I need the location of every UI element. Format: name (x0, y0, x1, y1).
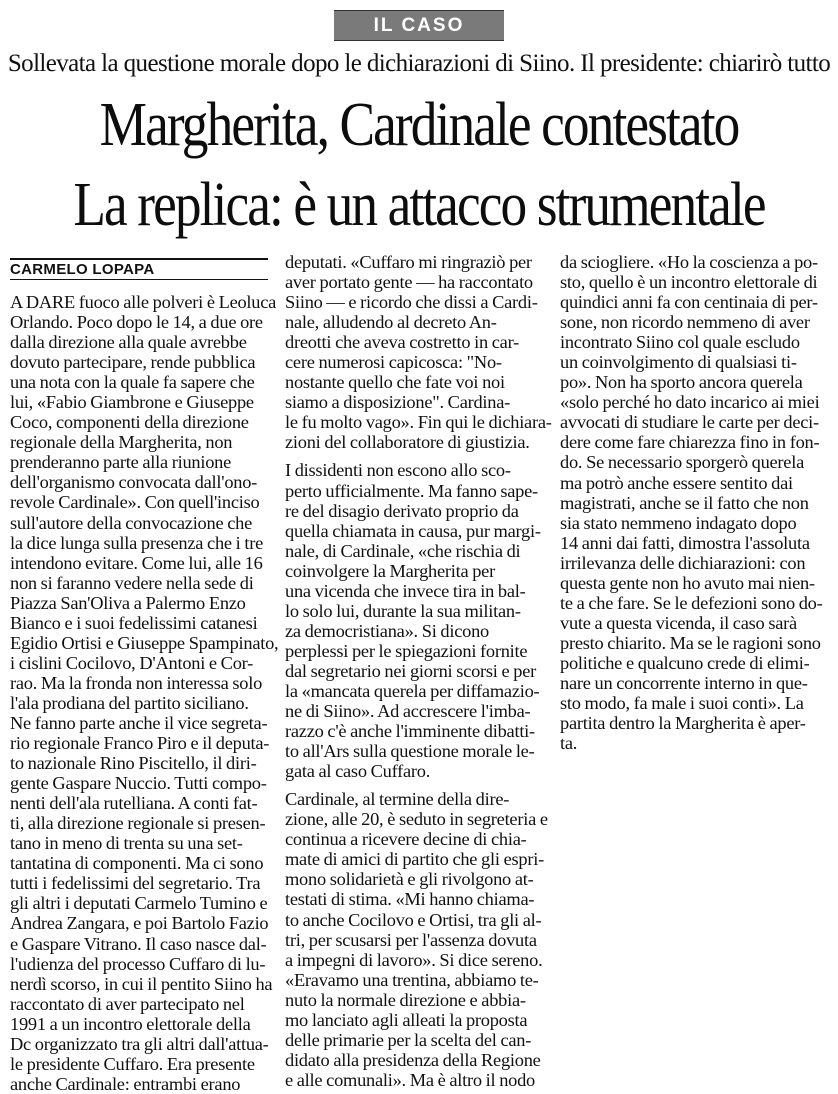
kicker-wrapper (0, 10, 838, 41)
article-text-line: quella chiamata in causa, pur margi- (285, 520, 541, 541)
article-text-line: regionale della Margherita, non (10, 432, 233, 453)
paragraph-gap (285, 781, 553, 789)
article-text-line: rao. Ma la fronda non interessa solo (10, 672, 263, 693)
article-text-line: ti, alla direzione regionale si presen- (10, 813, 266, 834)
article-text-line: una nota con la quale fa sapere che (10, 372, 255, 393)
article-text-line: vute a questa vicenda, il caso sarà (560, 612, 797, 633)
article-text-line: nenti dell'ala rutelliana. A conti fat- (10, 793, 258, 814)
article-text-line: le fu molto vago». Fin qui le dichiara- (285, 412, 552, 433)
article-text-line: da sciogliere. «Ho la coscienza a po- (560, 252, 818, 272)
article-column-2 (285, 252, 553, 1090)
article-text-line: dell'organismo convocata dall'ono- (10, 472, 258, 493)
article-text-line: l'udienza del processo Cuffaro di lu- (10, 953, 266, 974)
article-text-line: nuto la normale direzione e abbia- (285, 989, 526, 1010)
article-text-line: magistrati, anche se il fatto che non (560, 492, 809, 513)
article-text-line: la dice lunga sulla presenza che i tre (10, 532, 264, 553)
article-text-line: Siino — e ricordo che dissi a Cardi- (285, 292, 538, 313)
headline-line-2: La replica: è un attacco strumentale (73, 171, 765, 239)
article-text-line: nare un concorrente interno in que- (560, 672, 808, 693)
article-text-line: 1991 a un incontro elettorale della (10, 1013, 251, 1034)
article-text-line: to all'Ars sulla questione morale le- (285, 741, 535, 762)
article-text-line: dalla direzione alla quale avrebbe (10, 332, 247, 353)
paragraph-gap (285, 452, 553, 460)
article-text-line: gente Gaspare Nuccio. Tutti compo- (10, 773, 267, 794)
article-text-line: A DARE fuoco alle polveri è Leoluca (10, 292, 277, 312)
article-text-line: Coco, componenti della direzione (10, 412, 249, 433)
article-text-line: «Eravamo una trentina, abbiamo te- (285, 969, 539, 990)
article-text-line: ta. (560, 733, 578, 754)
article-text-line: tano in meno di trenta su una set- (10, 833, 243, 854)
article-text-line: dovuto partecipare, rende pubblica (10, 352, 256, 373)
section-kicker: IL CASO (334, 10, 505, 41)
article-text-line: gli altri i deputati Carmelo Tumino e (10, 893, 268, 914)
article-text-line: deputati. «Cuffaro mi ringraziò per (285, 252, 532, 272)
article-text-line: to nazionale Rino Piscitello, il diri- (10, 753, 257, 774)
article-text-line: perplessi per le spiegazioni fornite (285, 640, 528, 661)
article-text-line: ma potrò anche essere sentito dai (560, 472, 793, 493)
article-text-line: didato alla presidenza della Regione (285, 1049, 541, 1070)
article-text-line: raccontato di aver partecipato nel (10, 993, 245, 1014)
article-text-line: sto modo, fa male i suoi conti». La (560, 693, 804, 714)
headline-line-1: Margherita, Cardinale contestato (99, 91, 739, 159)
article-text-line: nale, di Cardinale, «che rischia di (285, 540, 521, 561)
article-text-line: Ne fanno parte anche il vice segreta- (10, 712, 268, 733)
article-text-line: sone, non ricordo nemmeno di aver (560, 312, 810, 333)
article-text-line: avvocati di studiare le carte per deci- (560, 412, 819, 433)
article-text-line: i cislini Cocilovo, D'Antoni e Cor- (10, 652, 254, 673)
article-text-line: re del disagio derivato proprio da (285, 500, 519, 521)
subheadline: Sollevata la questione morale dopo le dichiarazioni di Siino. Il presidente: chiarirò tutto (7, 50, 831, 77)
article-text-line: coinvolgere la Margherita per (285, 560, 495, 581)
article-text-line: revole Cardinale». Con quell'inciso (10, 492, 260, 513)
article-text-line: razzo c'è anche l'imminente dibatti- (285, 721, 535, 742)
article-text-line: mo lanciato agli alleati la proposta (285, 1009, 528, 1030)
article-text-line: partita dentro la Margherita è aper- (560, 713, 806, 734)
article-text-line: e alle comunali». Ma è altro il nodo (285, 1069, 535, 1090)
article-text-line: presto chiarito. Ma se le ragioni sono (560, 632, 821, 653)
article-text-line: tantatina di componenti. Ma ci sono (10, 853, 264, 874)
article-text-line: do. Se necessario sporgerò querela (560, 452, 804, 473)
article-text-line: Egidio Ortisi e Giuseppe Spampinato, (10, 632, 279, 653)
article-text-line: dreotti che aveva costretto in car- (285, 332, 519, 353)
article-text-line: perto ufficialmente. Ma fanno sape- (285, 480, 538, 501)
article-text-line: una vicenda che invece tira in bal- (285, 580, 526, 601)
article-text-line: zione, alle 20, è seduto in segreteria e (285, 809, 548, 830)
article-text-line: delle primarie per la scelta del can- (285, 1029, 532, 1050)
article-text-line: prenderanno parte alla riunione (10, 452, 232, 473)
article-text-line: tri, per scusarsi per l'assenza dovuta (285, 929, 537, 950)
article-text-line: te a che fare. Se le defezioni sono do- (560, 592, 823, 613)
article-column-1 (10, 292, 278, 1094)
article-text-line: lo solo lui, durante la sua militan- (285, 600, 521, 621)
article-text-line: le presidente Cuffaro. Era presente (10, 1053, 255, 1074)
article-text-line: siamo a disposizione". Cardina- (285, 392, 511, 413)
article-text-line: quindici anni fa con centinaia di per- (560, 292, 818, 313)
article-text-line: dere come fare chiarezza fino in fon- (560, 432, 820, 453)
article-text-line: mate di amici di partito che gli espri- (285, 849, 544, 870)
article-text-line: cere numerosi capicosca: "No- (285, 352, 502, 373)
article-text-line: mono solidarietà e gli rivolgono at- (285, 869, 534, 890)
article-text-line: po». Non ha sporto ancora querela (560, 372, 803, 393)
article-text-line: Piazza San'Oliva a Palermo Enzo (10, 592, 246, 613)
article-text-line: ne di Siino». Ad accrescere l'imba- (285, 701, 531, 722)
article-text-line: politiche e qualcuno crede di elimi- (560, 652, 810, 673)
article-column-3 (560, 252, 830, 753)
article-text-line: I dissidenti non escono allo sco- (285, 460, 511, 481)
article-text-line: lui, «Fabio Giambrone e Giuseppe (10, 392, 254, 413)
article-text-line: continua a ricevere decine di chia- (285, 829, 527, 850)
article-text-line: dal segretario nei giorni scorsi e per (285, 660, 537, 681)
article-text-line: nerdì scorso, in cui il pentito Siino ha (10, 973, 273, 994)
article-text-line: e Gaspare Vitrano. Il caso nasce dal- (10, 933, 267, 954)
byline: CARMELO LOPAPA (10, 258, 268, 280)
article-text-line: aver portato gente — ha raccontato (285, 272, 533, 293)
article-text-line: intendono evitare. Come lui, alle 16 (10, 552, 263, 573)
article-text-line: nale, alludendo al decreto An- (285, 312, 497, 333)
article-text-line: za democristiana». Si dicono (285, 620, 489, 641)
article-text-line: un coinvolgimento di qualsiasi ti- (560, 352, 797, 373)
article-text-line: rio regionale Franco Piro e il deputa- (10, 733, 270, 754)
article-text-line: Orlando. Poco dopo le 14, a due ore (10, 312, 263, 333)
article-text-line: tutti i fedelissimi del segretario. Tra (10, 873, 261, 894)
article-text-line: anche Cardinale: entrambi erano (10, 1073, 241, 1094)
article-text-line: sto, quello è un incontro elettorale di (560, 272, 818, 293)
article-text-line: «solo perché ho dato incarico ai miei (560, 392, 820, 413)
article-text-line: l'ala prodiana del partito siciliano. (10, 692, 249, 713)
article-text-line: questa gente non ho avuto mai nien- (560, 572, 815, 593)
article-text-line: Andrea Zangara, e poi Bartolo Fazio (10, 913, 269, 934)
article-text-line: sull'autore della convocazione che (10, 512, 252, 533)
article-text-line: non si faranno vedere nella sede di (10, 572, 254, 593)
article-text-line: testati di stima. «Mi hanno chiama- (285, 889, 535, 910)
article-text-line: 14 anni dai fatti, dimostra l'assoluta (560, 532, 810, 553)
article-text-line: irrilevanza delle dichiarazioni: con (560, 552, 806, 573)
article-text-line: gata al caso Cuffaro. (285, 761, 431, 782)
article-text-line: zioni del collaboratore di giustizia. (285, 432, 530, 453)
article-text-line: Bianco e i suoi fedelissimi catanesi (10, 612, 258, 633)
article-text-line: incontrato Siino col quale escludo (560, 332, 800, 353)
article-text-line: Cardinale, al termine della dire- (285, 789, 510, 810)
article-text-line: la «mancata querela per diffamazio- (285, 680, 540, 701)
article-text-line: nostante quello che fate voi noi (285, 372, 505, 393)
article-text-line: Dc organizzato tra gli altri dall'attua- (10, 1033, 269, 1054)
article-text-line: sia stato nemmeno indagato dopo (560, 512, 797, 533)
article-text-line: to anche Cocilovo e Ortisi, tra gli al- (285, 909, 542, 930)
article-text-line: a impegni di lavoro». Si dice sereno. (285, 949, 543, 970)
